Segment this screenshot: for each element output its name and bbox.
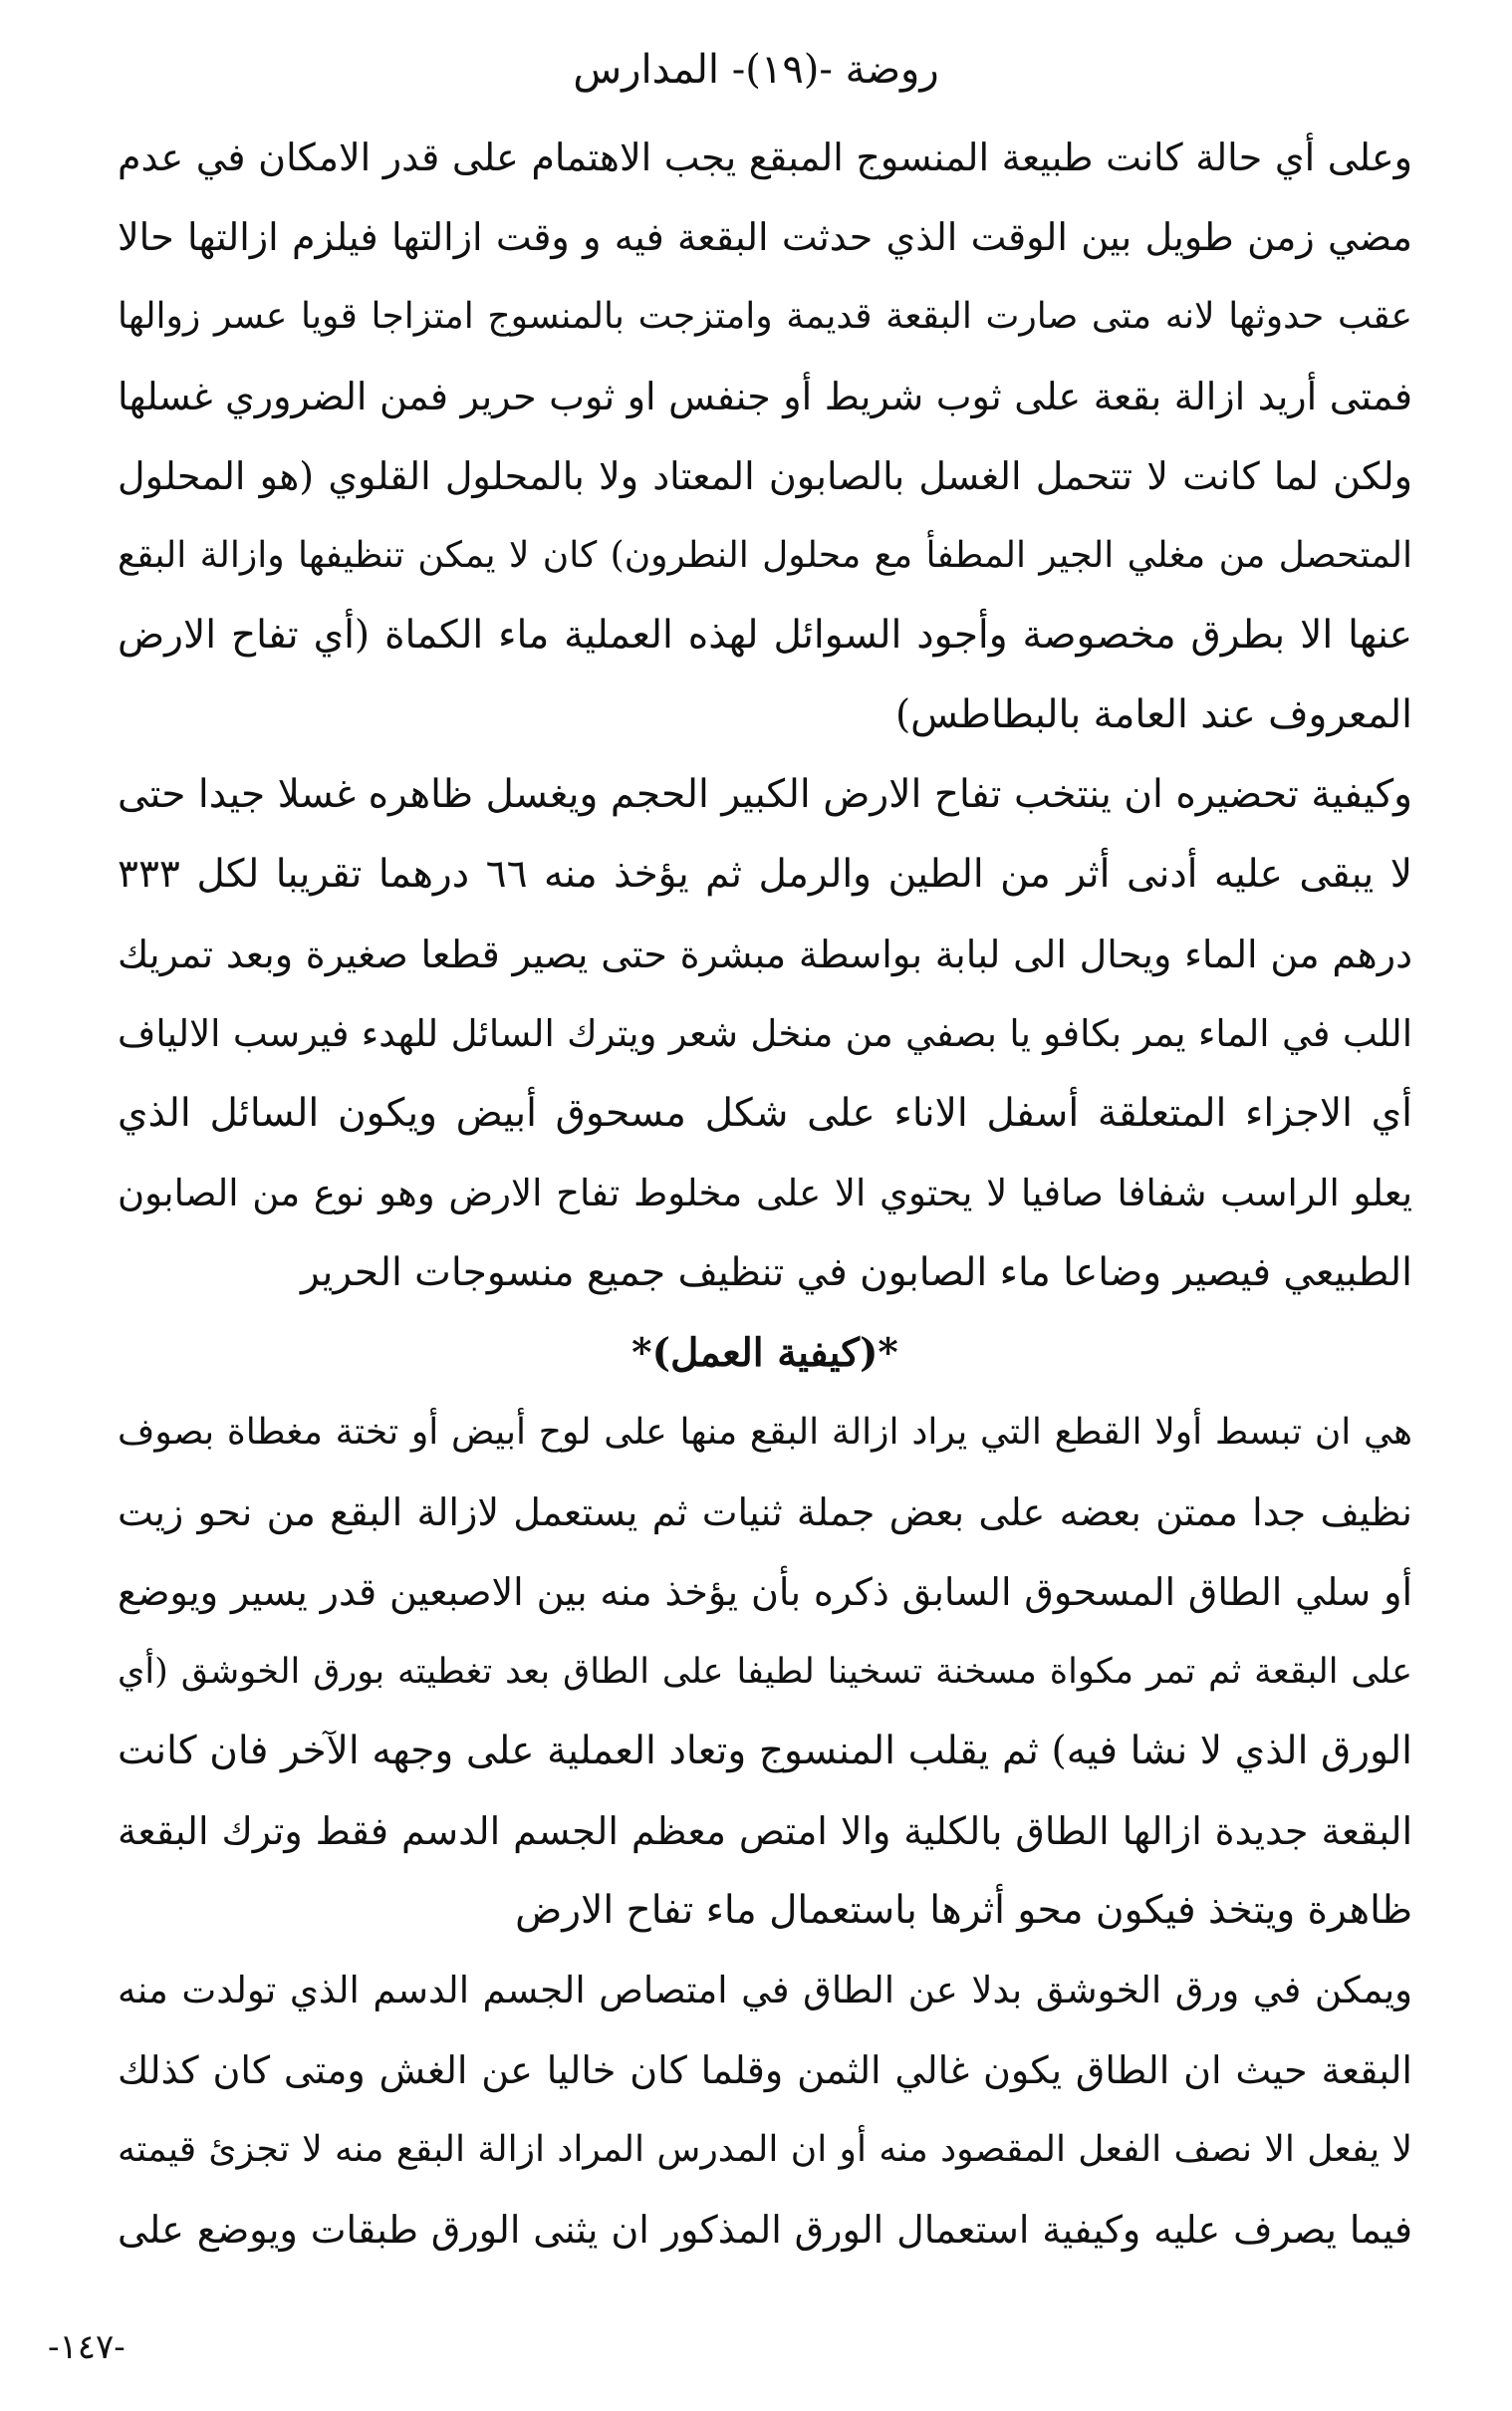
text-line: الورق الذي لا نشا فيه) ثم يقلب المنسوج وتعاد العملية على وجهه الآخر فان كانت xyxy=(118,1729,1412,1773)
text-line: المعروف عند العامة بالبطاطس) xyxy=(894,692,1412,737)
section-heading: *(كيفية العمل)* xyxy=(631,1330,898,1376)
text-line: درهم من الماء ويحال الى لبابة بواسطة مبشرة حتى يصير قطعا صغيرة وبعد تمريك xyxy=(118,933,1412,976)
text-line: ولكن لما كانت لا تتحمل الغسل بالصابون المعتاد ولا بالمحلول القلوي (هو المحلول xyxy=(118,454,1412,498)
running-head: روضة -(١٩)- المدارس xyxy=(573,47,939,93)
text-line: مضي زمن طويل بين الوقت الذي حدثت البقعة فيه و وقت ازالتها فيلزم ازالتها حالا xyxy=(118,215,1412,259)
text-line: ويمكن في ورق الخوشق بدلا عن الطاق في امتصاص الجسم الدسم الذي تولدت منه xyxy=(118,1969,1412,2011)
text-line: عقب حدوثها لانه متى صارت البقعة قديمة وامتزجت بالمنسوج امتزاجا قويا عسر زوالها xyxy=(118,296,1412,337)
text-line: وكيفية تحضيره ان ينتخب تفاح الارض الكبير الحجم ويغسل ظاهره غسلا جيدا حتى xyxy=(118,772,1412,817)
text-line: فمتى أريد ازالة بقعة على ثوب شريط أو جنفس او ثوب حرير فمن الضروري غسلها xyxy=(118,375,1412,418)
text-line: ظاهرة ويتخذ فيكون محو أثرها باستعمال ماء تفاح الارض xyxy=(515,1888,1412,1933)
text-line: اللب في الماء يمر بكافو يا بصفي من منخل شعر ويترك السائل للهدء فيرسب الالياف xyxy=(118,1012,1412,1055)
text-line: وعلى أي حالة كانت طبيعة المنسوج المبقع يجب الاهتمام على قدر الامكان في عدم xyxy=(118,135,1412,179)
text-line: يعلو الراسب شفافا صافيا لا يحتوي الا على مخلوط تفاح الارض وهو نوع من الصابون xyxy=(118,1172,1412,1214)
text-line: البقعة جديدة ازالها الطاق بالكلية والا امتص معظم الجسم الدسم فقط وترك البقعة xyxy=(118,1809,1412,1853)
text-line: على البقعة ثم تمر مكواة مسخنة تسخينا لطيفا على الطاق بعد تغطيته بورق الخوشق (أي xyxy=(118,1652,1412,1692)
text-line: نظيف جدا ممتن بعضه على بعض جملة ثنيات ثم يستعمل لازالة البقع من نحو زيت xyxy=(118,1490,1412,1534)
text-line: الطبيعي فيصير وضاعا ماء الصابون في تنظيف جميع منسوجات الحرير xyxy=(301,1250,1412,1295)
text-line: أو سلي الطاق المسحوق السابق ذكره بأن يؤخذ منه بين الاصبعين قدر يسير ويوضع xyxy=(118,1570,1412,1614)
text-line: هي ان تبسط أولا القطع التي يراد ازالة البقع منها على لوح أبيض أو تختة مغطاة بصوف xyxy=(118,1412,1412,1453)
text-line: البقعة حيث ان الطاق يكون غالي الثمن وقلما كان خاليا عن الغش ومتى كان كذلك xyxy=(118,2048,1412,2092)
text-line: لا يفعل الا نصف الفعل المقصود منه أو ان المدرس المراد ازالة البقع منه لا تجزئ قيمته xyxy=(118,2129,1412,2170)
page-number: -١٤٧- xyxy=(48,2327,126,2367)
text-line: أي الاجزاء المتعلقة أسفل الاناء على شكل مسحوق أبيض ويكون السائل الذي xyxy=(118,1091,1412,1136)
text-line: لا يبقى عليه أدنى أثر من الطين والرمل ثم يؤخذ منه ٦٦ درهما تقريبا لكل ٣٣٣ xyxy=(118,852,1412,897)
body-text xyxy=(118,118,1412,2270)
text-line: فيما يصرف عليه وكيفية استعمال الورق المذكور ان يثنى الورق طبقات ويوضع على xyxy=(118,2208,1412,2252)
text-line: عنها الا بطرق مخصوصة وأجود السوائل لهذه العملية ماء الكماة (أي تفاح الارض xyxy=(118,613,1412,658)
text-line: المتحصل من مغلي الجير المطفأ مع محلول النطرون) كان لا يمكن تنظيفها وازالة البقع xyxy=(118,535,1412,576)
